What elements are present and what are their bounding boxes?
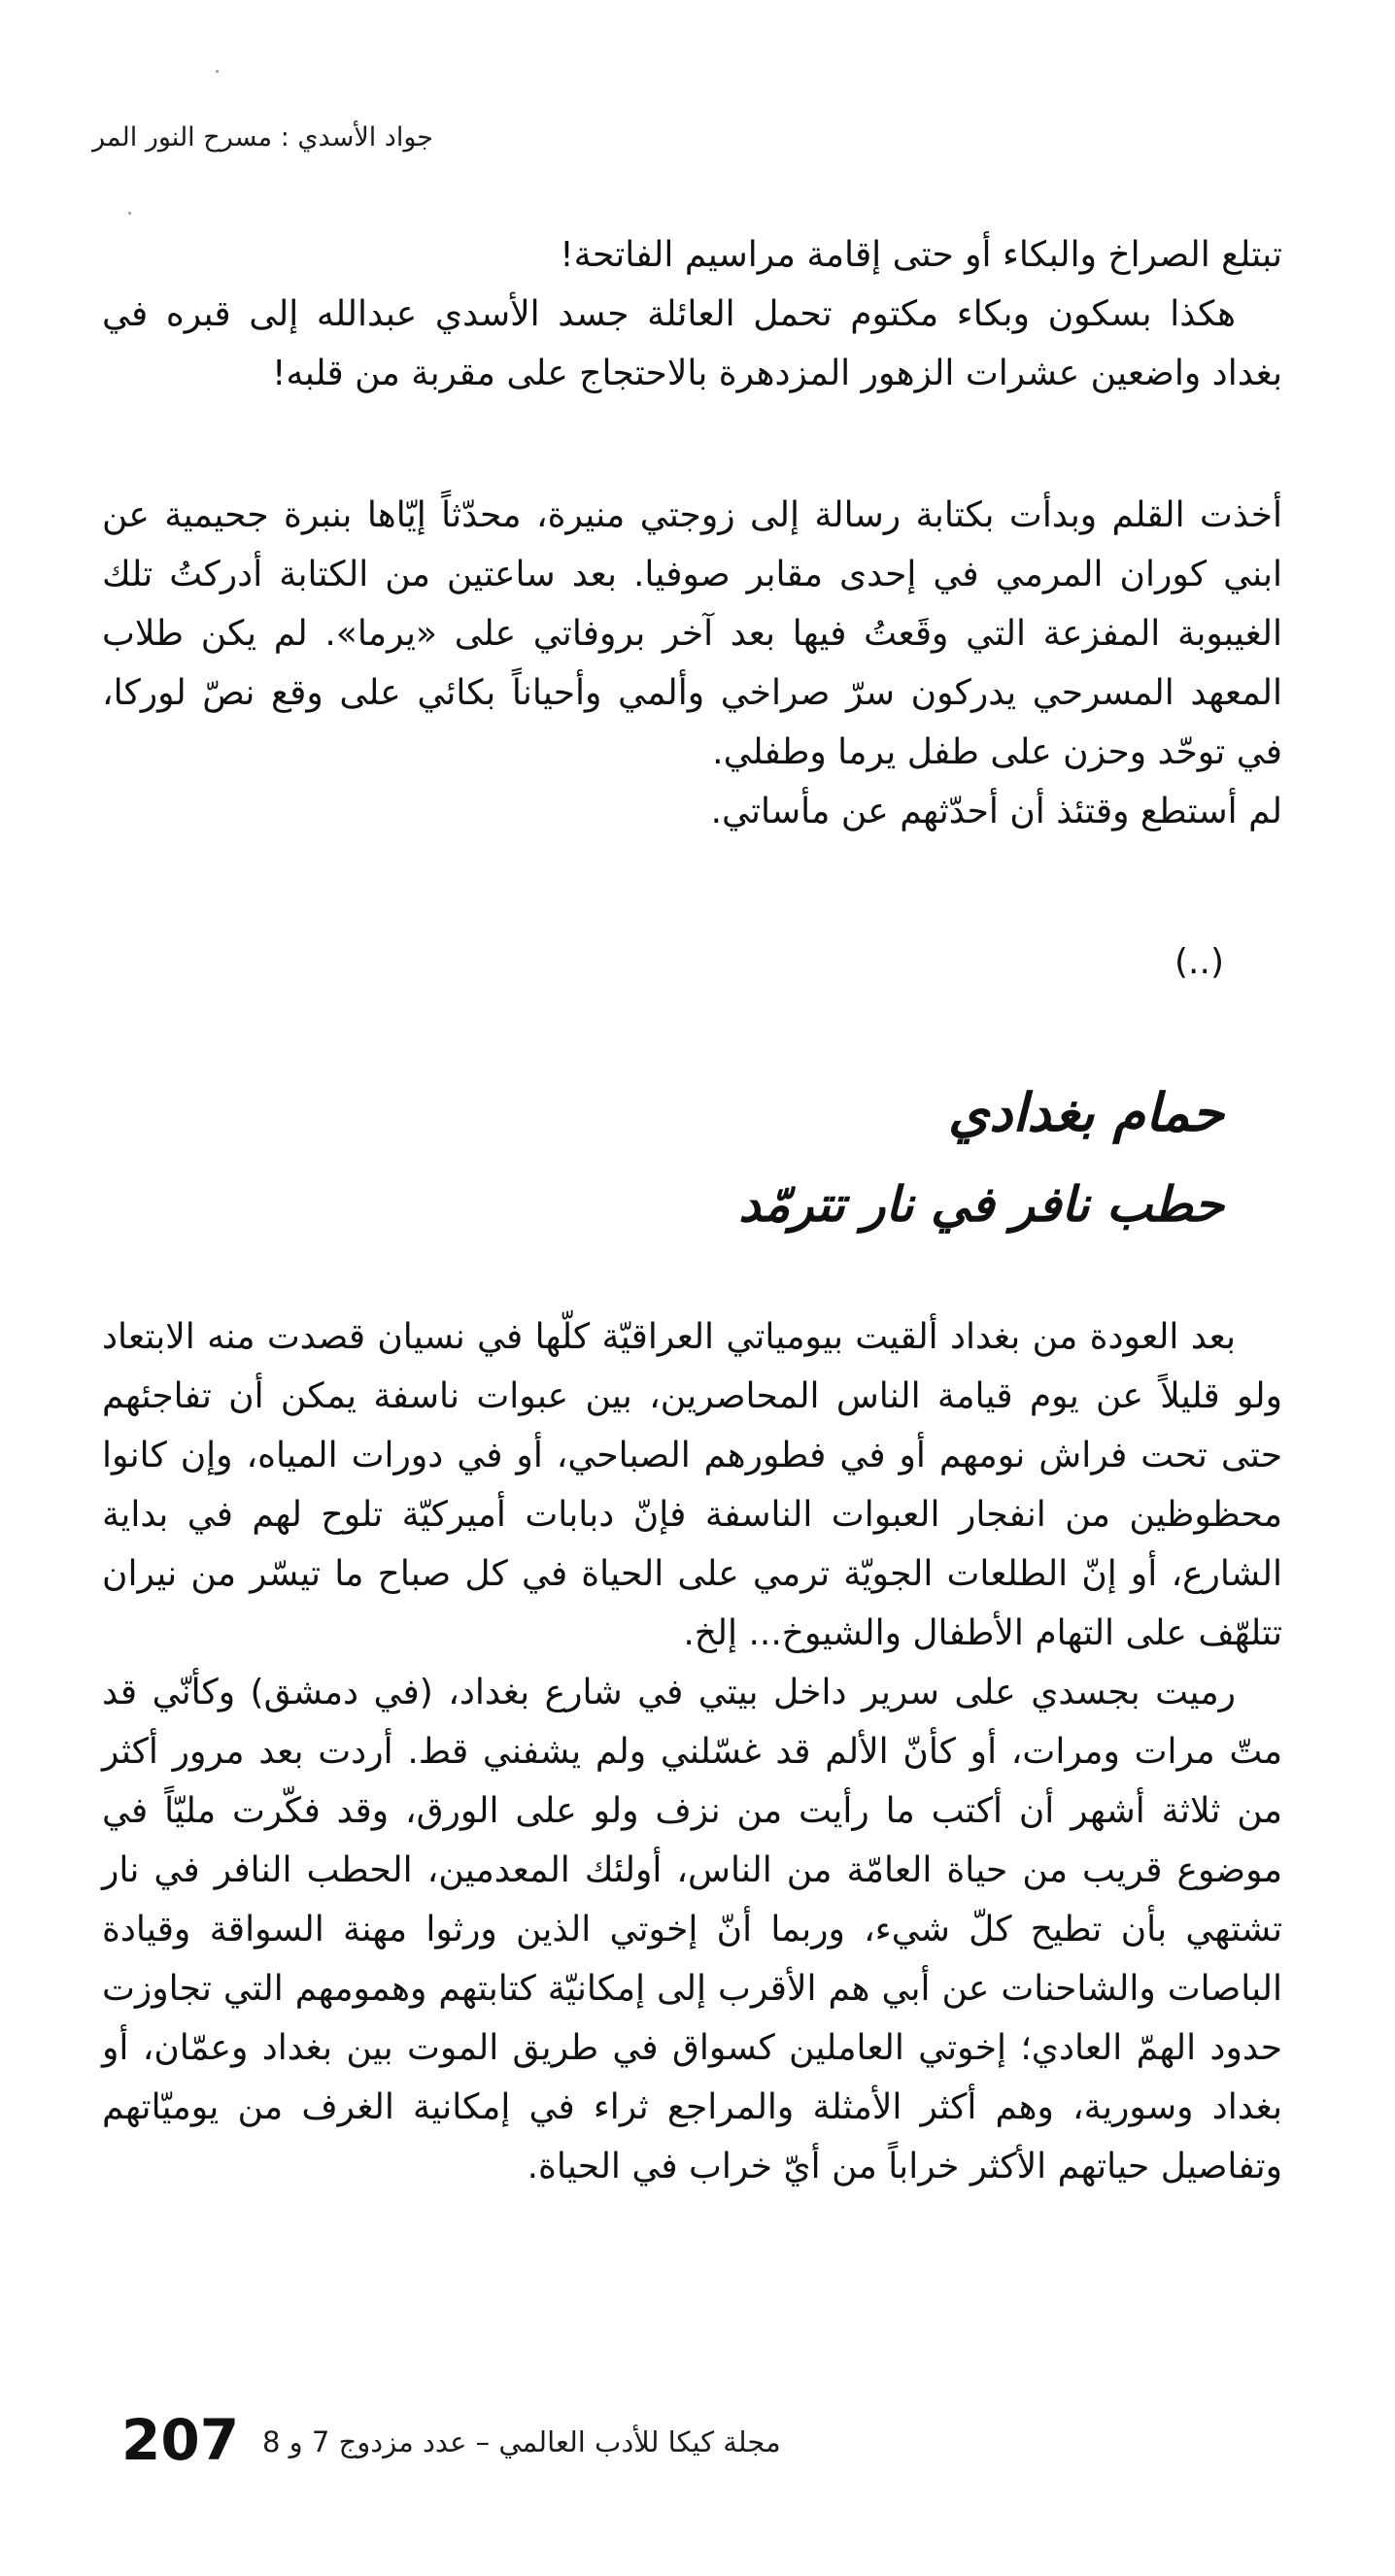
paragraph: أخذت القلم وبدأت بكتابة رسالة إلى زوجتي منيرة، محدّثاً إيّاها بنبرة جحيمية عن ابني كوران المرمي في إحدى مقابر صوفيا. بعد ساعتين من الكتابة أدركتُ تلك الغيبوبة المفزعة التي وقَعتُ فيها بعد آخر بروفاتي على «يرما». لم يكن طلاب المعهد المسرحي يدركون سرّ صراخي وألمي وأحياناً بكائي على وقع نصّ لوركا، في توحّد وحزن على طفل يرما وطفلي. (102, 495, 1282, 772)
print-speck (128, 212, 131, 215)
omission-marker: (..) (1174, 942, 1224, 982)
running-header: جواد الأسدي : مسرح النور المر (92, 122, 433, 153)
section-subtitle: حطب نافر في نار تترمّد (738, 1175, 1224, 1233)
section-title: حمام بغدادي (947, 1081, 1224, 1143)
print-speck (216, 70, 219, 73)
footer-journal-title: مجلة كيكا للأدب العالمي – عدد مزدوج 7 و 8 (262, 2425, 781, 2458)
text-block-section (102, 1307, 1282, 2196)
text-block-opening (102, 225, 1282, 403)
paragraph: هكذا بسكون وبكاء مكتوم تحمل العائلة جسد الأسدي عبدالله إلى قبره في بغداد واضعين عشرات الزهور المزدهرة بالاحتجاج على مقربة من قلبه! (102, 294, 1282, 393)
text-block-letter (102, 486, 1282, 841)
paragraph: بعد العودة من بغداد ألقيت بيومياتي العراقيّة كلّها في نسيان قصدت منه الابتعاد ولو قليلاً عن يوم قيامة الناس المحاصرين، بين عبوات ناسفة يمكن أن تفاجئهم حتى تحت فراش نومهم أو في فطورهم الصباحي، أو في دورات المياه، وإن كانوا محظوظين من انفجار العبوات الناسفة فإنّ دبابات أميركيّة تلوح لهم في بداية الشارع، أو إنّ الطلعات الجويّة ترمي على الحياة في كل صباح ما تيسّر من نيران تتلهّف على التهام الأطفال والشيوخ... إلخ. (102, 1317, 1282, 1653)
paragraph: تبتلع الصراخ والبكاء أو حتى إقامة مراسيم الفاتحة! (560, 235, 1282, 275)
page-number: 207 (121, 2407, 240, 2473)
paragraph: لم أستطع وقتئذ أن أحدّثهم عن مأساتي. (710, 792, 1282, 831)
paragraph: رميت بجسدي على سرير داخل بيتي في شارع بغداد، (في دمشق) وكأنّي قد متّ مرات ومرات، أو كأنّ الألم قد غسّلني ولم يشفني قط. أردت بعد مرور أكثر من ثلاثة أشهر أن أكتب ما رأيت من نزف ولو على الورق، وقد فكّرت مليّاً في موضوع قريب من حياة العامّة من الناس، أولئك المعدمين، الحطب النافر في نار تشتهي بأن تطيح كلّ شيء، وربما أنّ إخوتي الذين ورثوا مهنة السواقة وقيادة الباصات والشاحنات عن أبي هم الأقرب إلى إمكانيّة كتابتهم وهمومهم التي تجاوزت حدود الهمّ العادي؛ إخوتي العاملين كسواق في طريق الموت بين بغداد وعمّان، أو بغداد وسورية، وهم أكثر الأمثلة والمراجع ثراء في إمكانية الغرف من يوميّاتهم وتفاصيل حياتهم الأكثر خراباً من أيّ خراب في الحياة. (102, 1673, 1282, 2186)
